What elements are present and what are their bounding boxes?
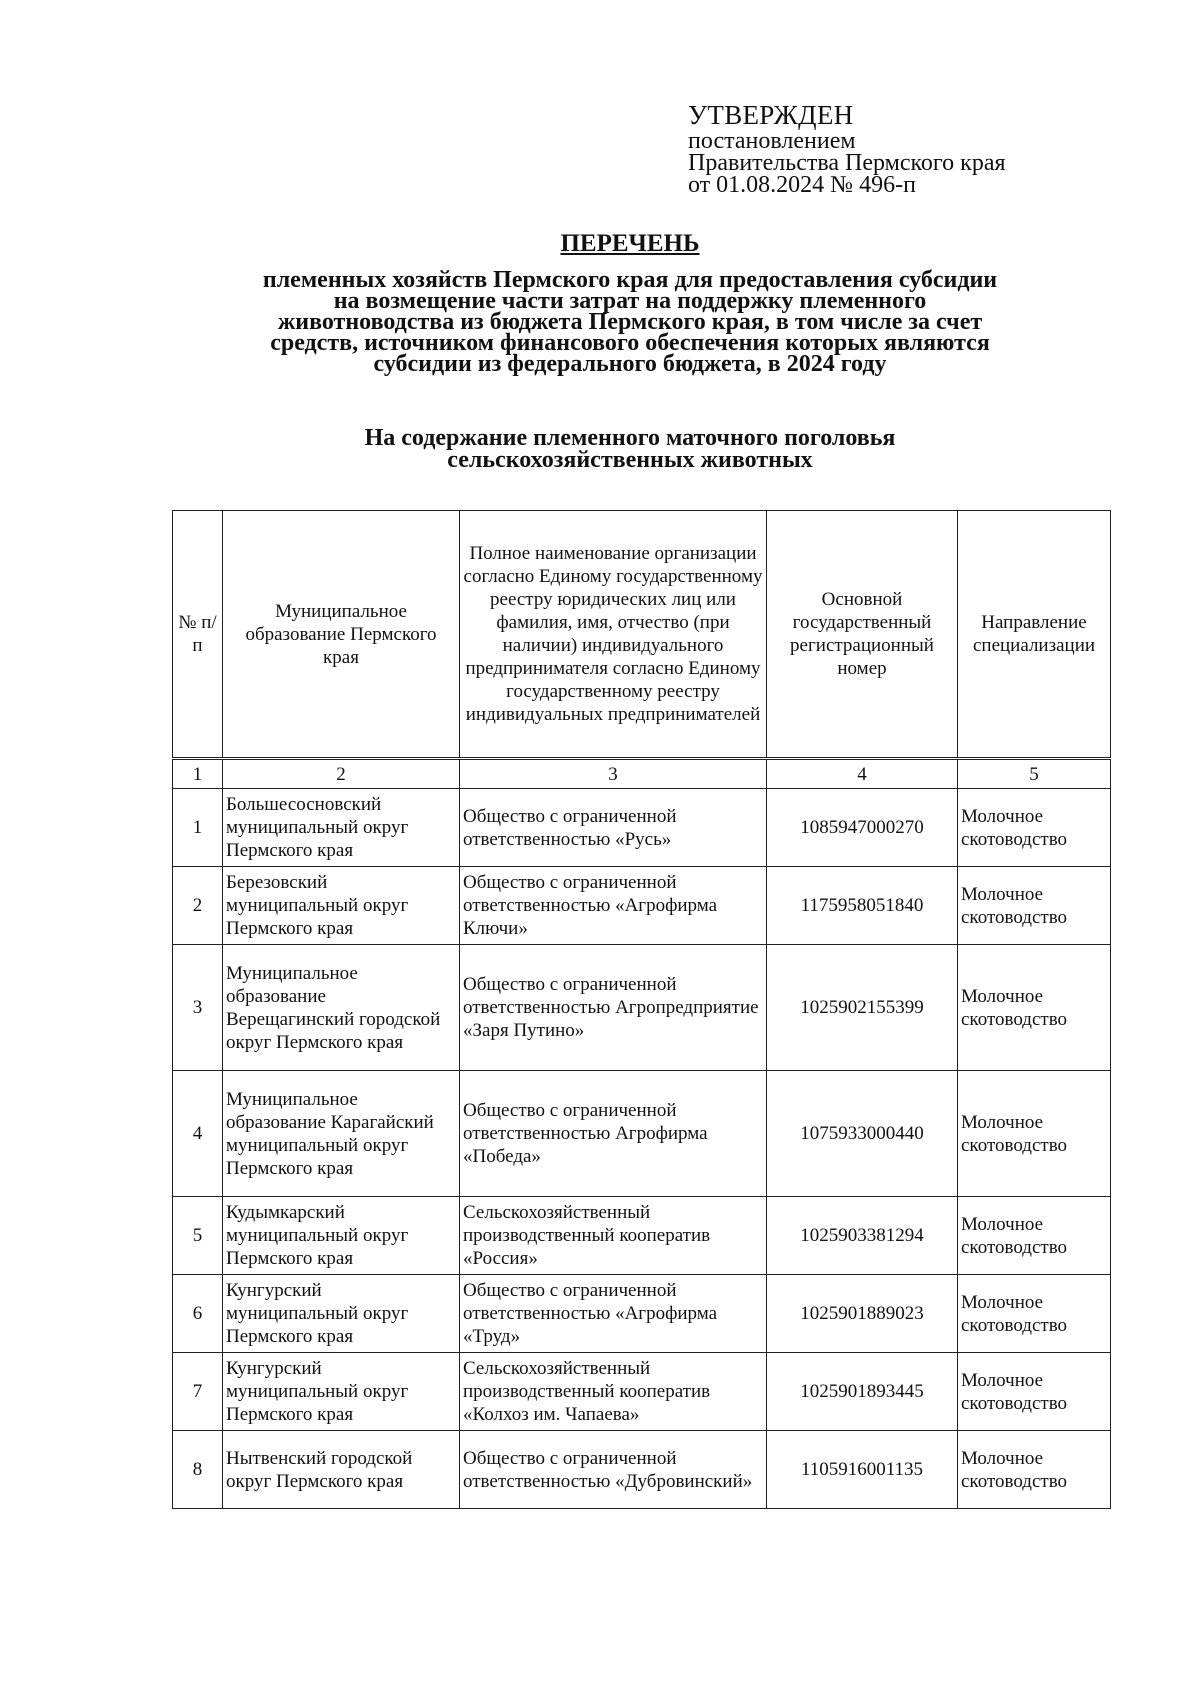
table-row <box>173 1197 1111 1275</box>
row-ogrn: 1075933000440 <box>767 1071 958 1197</box>
row-specialization: Молочное скотоводство <box>958 867 1111 945</box>
row-organization: Общество с ограниченной ответственностью «Агрофирма «Труд» <box>460 1275 767 1353</box>
approval-line: постановлением <box>688 128 856 154</box>
subtitle-line: на возмещение части затрат на поддержку племенного <box>333 288 927 314</box>
row-ogrn: 1105916001135 <box>767 1431 958 1509</box>
row-number: 6 <box>173 1275 223 1353</box>
table-row <box>173 1071 1111 1197</box>
row-number: 3 <box>173 945 223 1071</box>
row-specialization: Молочное скотоводство <box>958 945 1111 1071</box>
table-row <box>173 789 1111 867</box>
header-ogrn: Основной государственный регистрационный номер <box>767 511 958 759</box>
table-row <box>173 1353 1111 1431</box>
approval-line: Правительства Пермского края <box>688 150 1006 176</box>
row-municipality: Кудымкарский муниципальный округ Пермского края <box>223 1197 460 1275</box>
row-specialization: Молочное скотоводство <box>958 789 1111 867</box>
subtitle-line: племенных хозяйств Пермского края для предоставления субсидии <box>262 267 998 293</box>
section-heading <box>170 427 1090 471</box>
row-ogrn: 1025902155399 <box>767 945 958 1071</box>
header-number: № п/п <box>173 511 223 759</box>
row-municipality: Кунгурский муниципальный округ Пермского края <box>223 1353 460 1431</box>
table-row <box>173 945 1111 1071</box>
table-row <box>173 1275 1111 1353</box>
row-specialization: Молочное скотоводство <box>958 1197 1111 1275</box>
column-number: 3 <box>460 759 767 789</box>
row-organization: Сельскохозяйственный производственный кооператив «Колхоз им. Чапаева» <box>460 1353 767 1431</box>
row-number: 2 <box>173 867 223 945</box>
table-row <box>173 867 1111 945</box>
approval-title: УТВЕРЖДЕН <box>688 100 854 130</box>
section-line: На содержание племенного маточного поголовья <box>364 425 896 451</box>
row-number: 1 <box>173 789 223 867</box>
row-ogrn: 1025901893445 <box>767 1353 958 1431</box>
row-organization: Общество с ограниченной ответственностью Агропредприятие «Заря Путино» <box>460 945 767 1071</box>
column-number: 1 <box>173 759 223 789</box>
row-specialization: Молочное скотоводство <box>958 1275 1111 1353</box>
row-organization: Общество с ограниченной ответственностью Агрофирма «Победа» <box>460 1071 767 1197</box>
table-row <box>173 1431 1111 1509</box>
header-specialization: Направление специализации <box>958 511 1111 759</box>
document-title: ПЕРЕЧЕНЬ <box>560 230 700 257</box>
row-number: 8 <box>173 1431 223 1509</box>
row-organization: Сельскохозяйственный производственный кооператив «Россия» <box>460 1197 767 1275</box>
header-organization: Полное наименование организации согласно Единому государственному реестру юридических лиц или фамилия, имя, отчество (при наличии) индивидуального предпринимателя согласно Единому государственному реестру индивидуальных предпринимателей <box>460 511 767 759</box>
row-specialization: Молочное скотоводство <box>958 1431 1111 1509</box>
subtitle-line: субсидии из федерального бюджета, в 2024 году <box>373 351 887 377</box>
column-number: 2 <box>223 759 460 789</box>
column-numbers-row <box>173 759 1111 789</box>
row-specialization: Молочное скотоводство <box>958 1071 1111 1197</box>
row-municipality: Нытвенский городской округ Пермского края <box>223 1431 460 1509</box>
row-number: 4 <box>173 1071 223 1197</box>
row-ogrn: 1085947000270 <box>767 789 958 867</box>
row-organization: Общество с ограниченной ответственностью «Русь» <box>460 789 767 867</box>
section-line: сельскохозяйственных животных <box>447 447 813 473</box>
column-number: 5 <box>958 759 1111 789</box>
row-municipality: Кунгурский муниципальный округ Пермского края <box>223 1275 460 1353</box>
approval-line: от 01.08.2024 № 496-п <box>688 172 916 198</box>
row-municipality: Большесосновский муниципальный округ Пермского края <box>223 789 460 867</box>
column-number: 4 <box>767 759 958 789</box>
header-municipality: Муниципальное образование Пермского края <box>223 511 460 759</box>
row-municipality: Березовский муниципальный округ Пермского края <box>223 867 460 945</box>
row-ogrn: 1175958051840 <box>767 867 958 945</box>
approval-stamp <box>688 100 1006 196</box>
row-organization: Общество с ограниченной ответственностью «Дубровинский» <box>460 1431 767 1509</box>
row-specialization: Молочное скотоводство <box>958 1353 1111 1431</box>
breeding-farms-table <box>172 510 1111 1509</box>
subtitle-line: средств, источником финансового обеспечения которых являются <box>270 330 990 356</box>
row-number: 5 <box>173 1197 223 1275</box>
table-header-row <box>173 511 1111 759</box>
row-organization: Общество с ограниченной ответственностью «Агрофирма Ключи» <box>460 867 767 945</box>
row-municipality: Муниципальное образование Карагайский муниципальный округ Пермского края <box>223 1071 460 1197</box>
row-number: 7 <box>173 1353 223 1431</box>
document-subtitle <box>120 267 1140 377</box>
row-municipality: Муниципальное образование Верещагинский городской округ Пермского края <box>223 945 460 1071</box>
subtitle-line: животноводства из бюджета Пермского края, в том числе за счет <box>277 309 983 335</box>
row-ogrn: 1025901889023 <box>767 1275 958 1353</box>
row-ogrn: 1025903381294 <box>767 1197 958 1275</box>
